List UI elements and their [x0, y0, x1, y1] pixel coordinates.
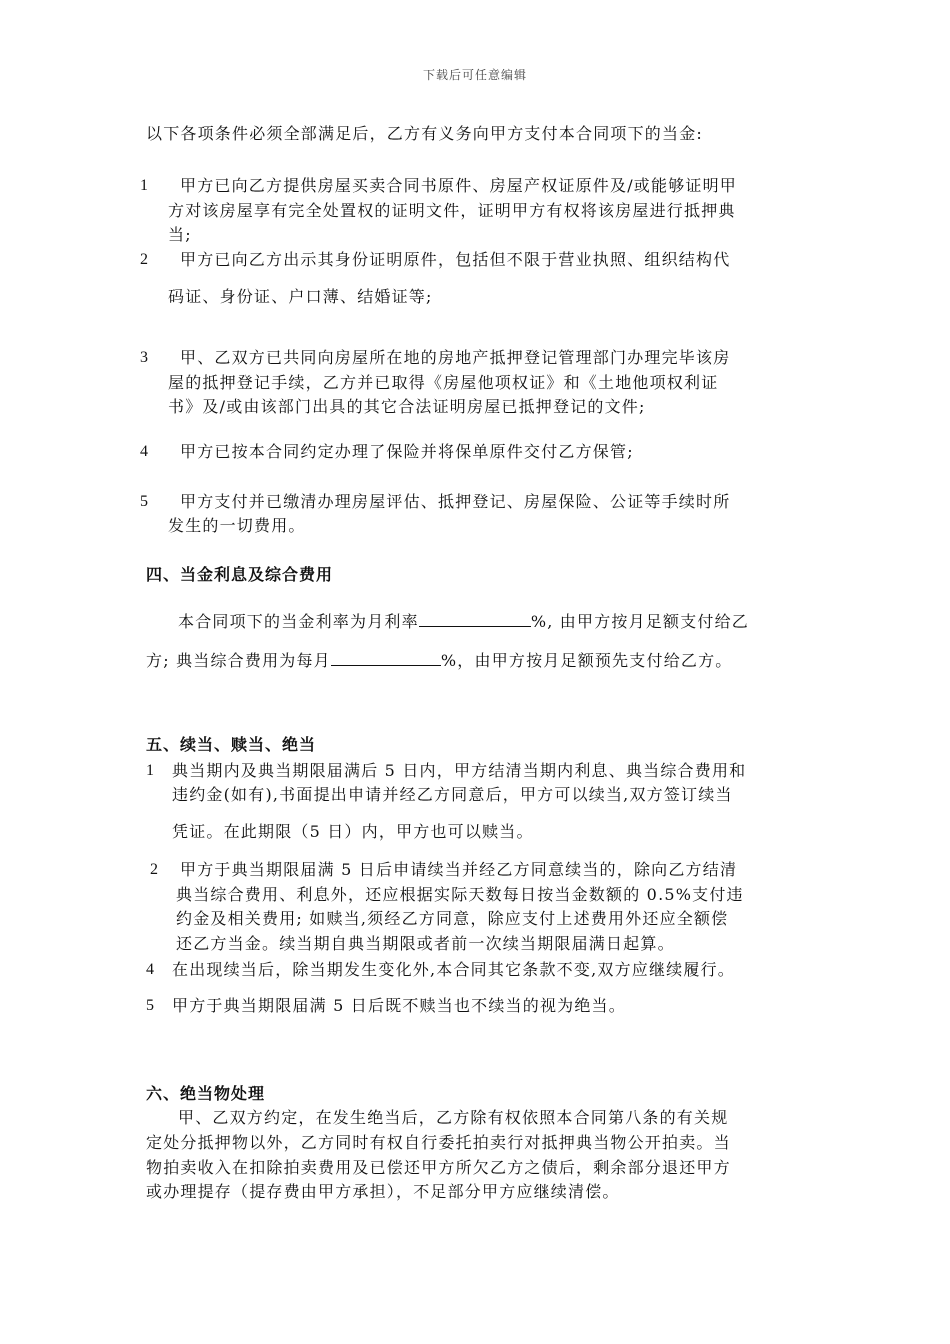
condition-line: 甲方支付并已缴清办理房屋评估、抵押登记、房屋保险、公证等手续时所: [180, 492, 731, 511]
item-line: 凭证。在此期限（5 日）内，甲方也可以赎当。: [172, 822, 534, 841]
fee-text-tail: %，由甲方按月足额预先支付给乙方。: [440, 651, 733, 670]
condition-line: 码证、身份证、户口薄、结婚证等;: [168, 287, 433, 306]
condition-line: 屋的抵押登记手续，乙方并已取得《房屋他项权证》和《土地他项权利证: [168, 373, 719, 392]
section4-fee-line: [146, 648, 733, 673]
item-line: 在出现续当后，除当期发生变化外,本合同其它条款不变,双方应继续履行。: [172, 960, 735, 979]
condition-line: 甲方已向乙方出示其身份证明原件，包括但不限于营业执照、组织结构代: [180, 250, 731, 269]
paragraph-line: 或办理提存（提存费由甲方承担），不足部分甲方应继续清偿。: [146, 1182, 620, 1201]
condition-line: 方对该房屋享有完全处置权的证明文件，证明甲方有权将该房屋进行抵押典: [168, 201, 736, 220]
condition-line: 书》及/或由该部门出具的其它合法证明房屋已抵押登记的文件;: [168, 397, 646, 416]
fee-text: 方; 典当综合费用为每月: [146, 651, 331, 670]
item-line: 违约金(如有),书面提出申请并经乙方同意后，甲方可以续当,双方签订续当: [172, 785, 733, 804]
monthly-rate-blank: [419, 609, 531, 627]
section4-rate-line: [178, 609, 749, 634]
condition-number: 2: [140, 251, 148, 268]
item-number: 4: [146, 961, 154, 978]
section-heading: 六、绝当物处理: [146, 1084, 266, 1103]
item-number: 5: [146, 997, 154, 1014]
monthly-fee-blank: [331, 648, 441, 666]
condition-number: 1: [140, 177, 148, 194]
rate-text-tail: %, 由甲方按月足额支付给乙: [530, 612, 749, 631]
intro-text: 以下各项条件必须全部满足后，乙方有义务向甲方支付本合同项下的当金:: [146, 124, 703, 143]
section-heading: 四、当金利息及综合费用: [146, 565, 334, 584]
condition-number: 5: [140, 493, 148, 510]
condition-number: 4: [140, 443, 148, 460]
item-line: 还乙方当金。续当期自典当期限或者前一次续当期限届满日起算。: [176, 934, 675, 953]
condition-line: 甲方已按本合同约定办理了保险并将保单原件交付乙方保管;: [180, 442, 634, 461]
paragraph-line: 物拍卖收入在扣除拍卖费用及已偿还甲方所欠乙方之债后，剩余部分退还甲方: [146, 1158, 731, 1177]
item-line: 甲方于典当期限届满 5 日后既不赎当也不续当的视为绝当。: [172, 996, 626, 1015]
item-line: 甲方于典当期限届满 5 日后申请续当并经乙方同意续当的，除向乙方结清: [180, 860, 738, 879]
item-line: 典当综合费用、利息外，还应根据实际天数每日按当金数额的 0.5%支付违: [176, 885, 744, 904]
paragraph-line: 定处分抵押物以外，乙方同时有权自行委托拍卖行对抵押典当物公开拍卖。当: [146, 1133, 731, 1152]
header-note: 下载后可任意编辑: [422, 68, 527, 82]
rate-text: 本合同项下的当金利率为月利率: [178, 612, 419, 631]
section-heading: 五、续当、赎当、绝当: [146, 735, 317, 754]
paragraph-line: 甲、乙双方约定，在发生绝当后，乙方除有权依照本合同第八条的有关规: [178, 1108, 729, 1127]
item-number: 2: [150, 861, 158, 878]
item-number: 1: [146, 762, 154, 779]
condition-line: 当;: [168, 225, 192, 244]
condition-line: 甲方已向乙方提供房屋买卖合同书原件、房屋产权证原件及/或能够证明甲: [180, 176, 737, 195]
item-line: 约金及相关费用; 如赎当,须经乙方同意，除应支付上述费用外还应全额偿: [176, 909, 729, 928]
condition-number: 3: [140, 349, 148, 366]
condition-line: 甲、乙双方已共同向房屋所在地的房地产抵押登记管理部门办理完毕该房: [180, 348, 731, 367]
condition-line: 发生的一切费用。: [168, 516, 306, 535]
item-line: 典当期内及典当期限届满后 5 日内，甲方结清当期内利息、典当综合费用和: [172, 761, 747, 780]
